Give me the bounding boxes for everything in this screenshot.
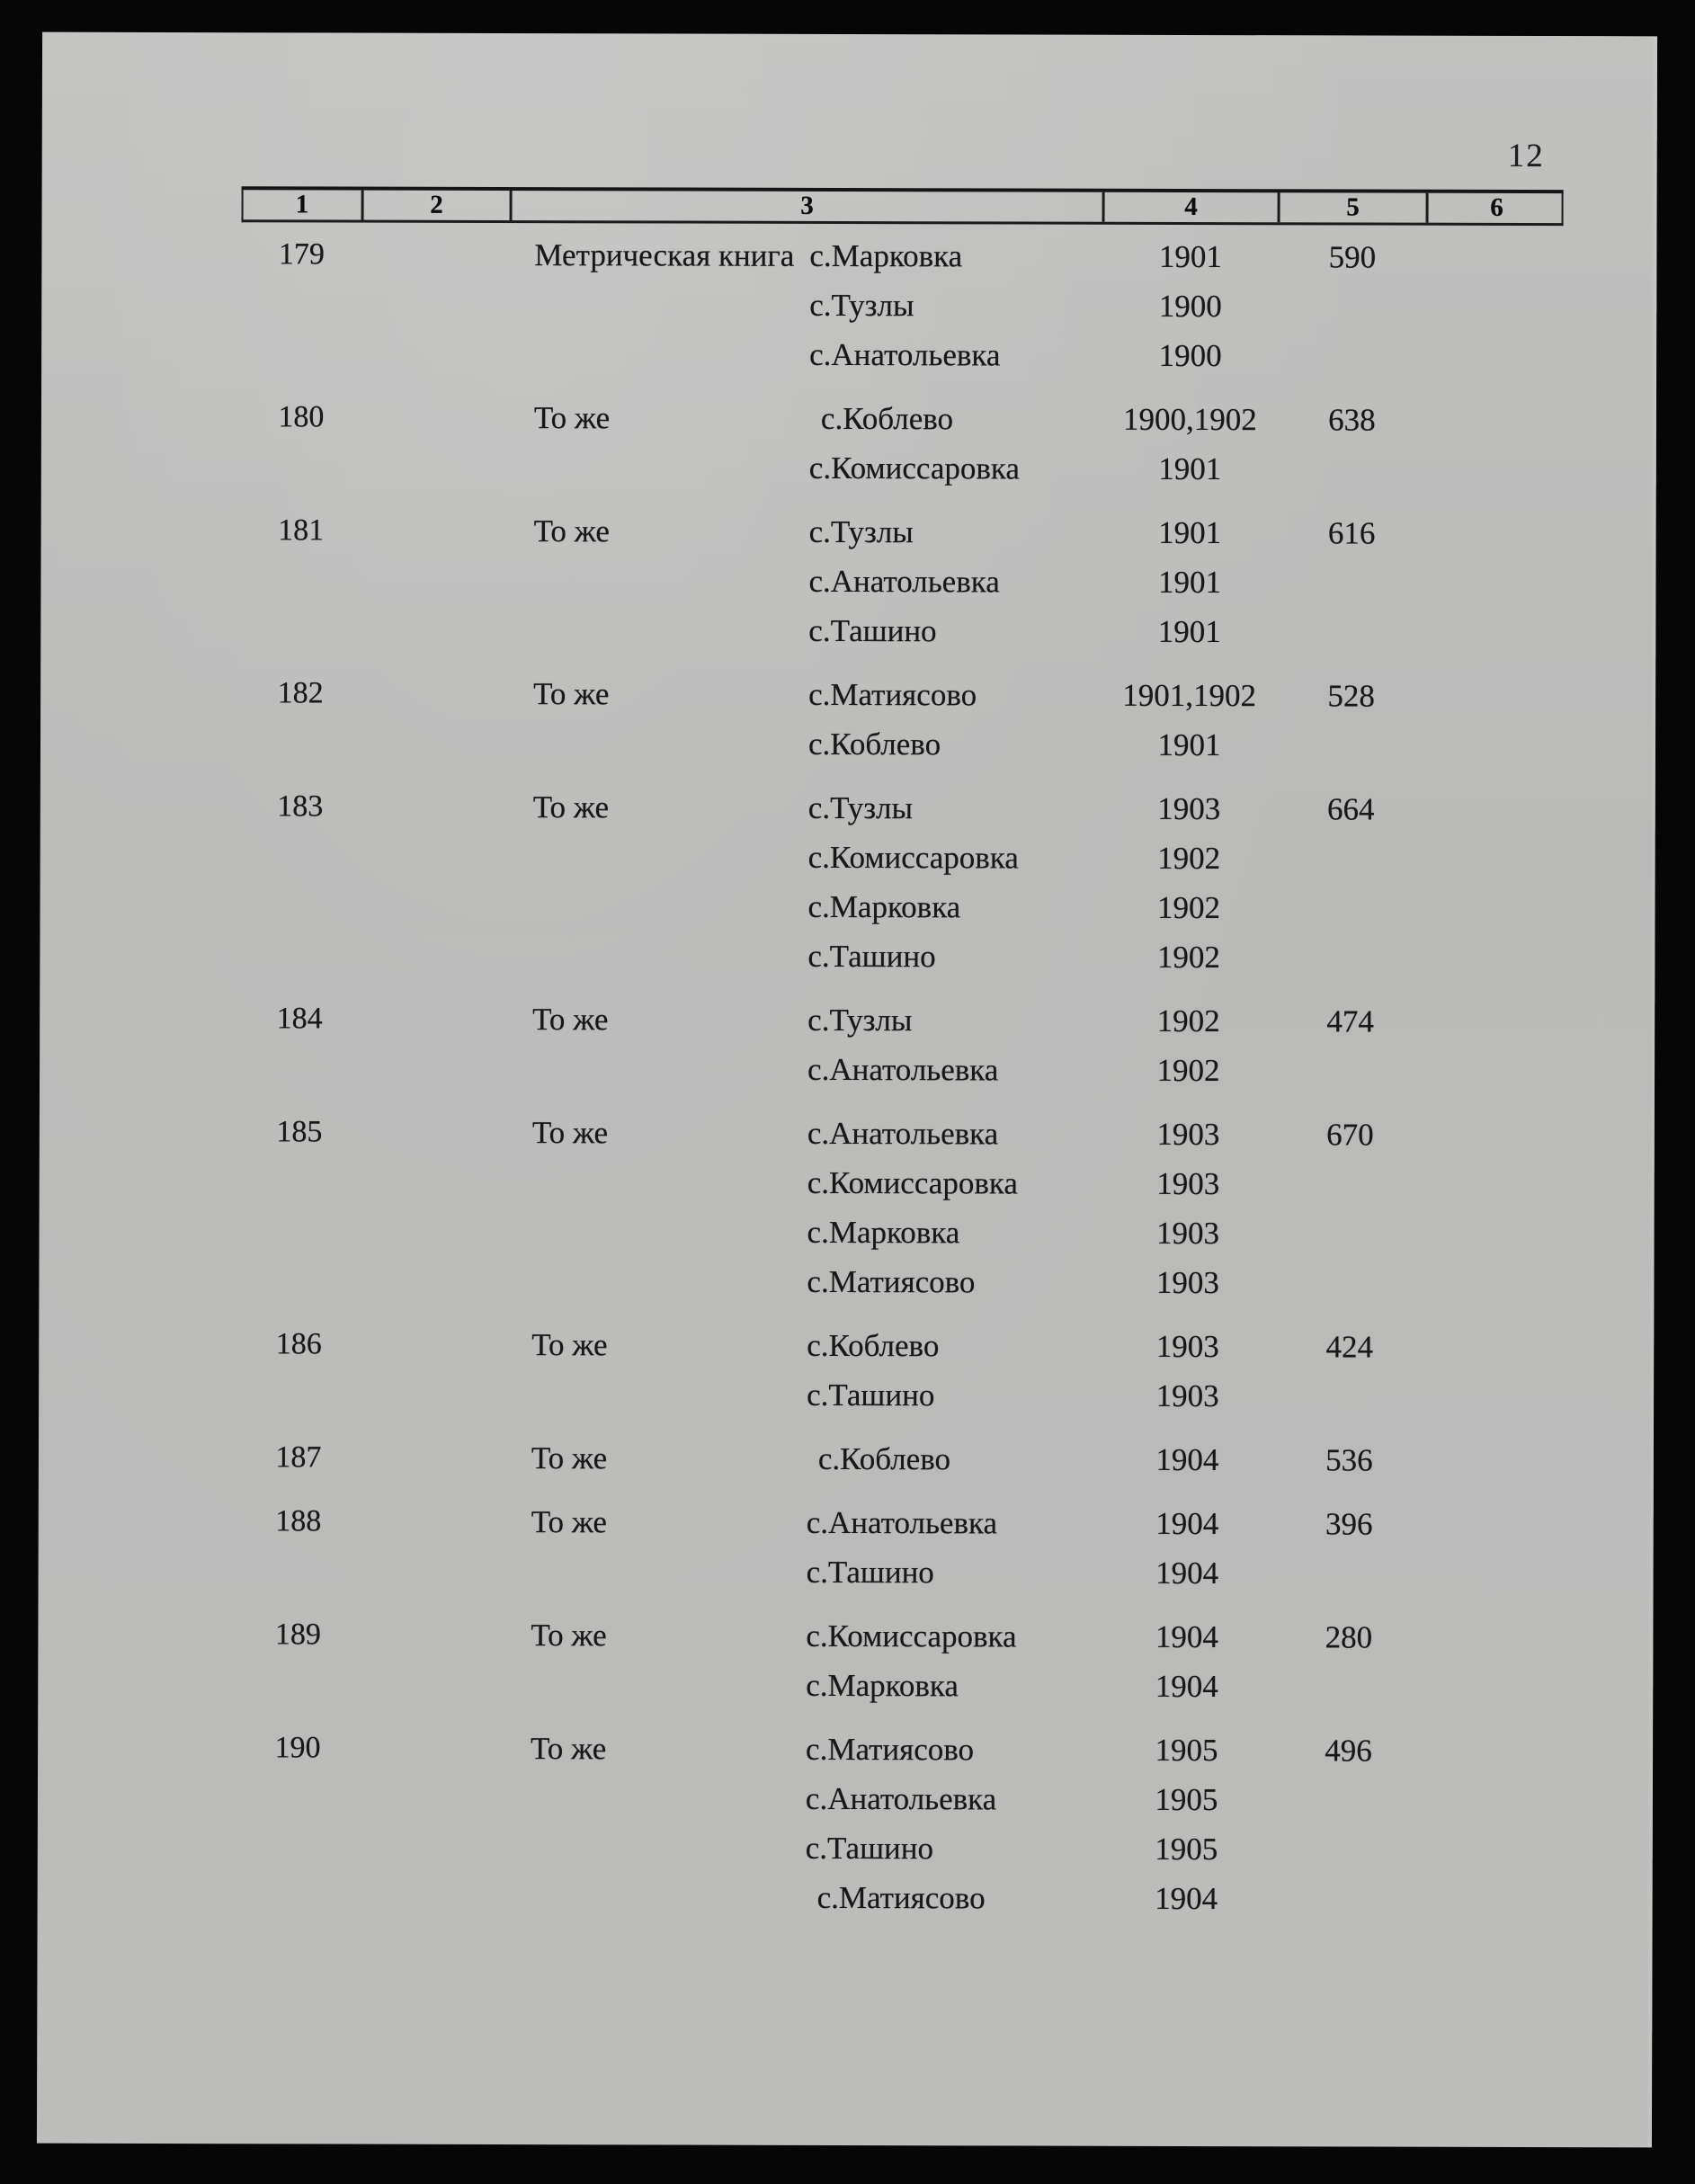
record-place: с.Коблево [807, 726, 941, 762]
table-row [239, 880, 1561, 933]
record-place: с.Анатольевка [809, 336, 1001, 372]
record-place: с.Тузлы [809, 287, 914, 323]
record-year: 1904 [1155, 1555, 1219, 1591]
table-row [241, 441, 1563, 495]
column2-spacer [360, 1181, 532, 1182]
record-number: 184 [276, 1001, 323, 1035]
table-row [237, 1659, 1559, 1712]
record-place: с.Ташино [806, 1554, 934, 1590]
column2-spacer [360, 1019, 532, 1020]
record-title: То же [531, 1114, 609, 1150]
record-place: с.Тузлы [808, 513, 914, 549]
table-row [239, 1156, 1561, 1209]
table-row [240, 718, 1562, 771]
table-row [239, 1043, 1561, 1096]
record-pages: 616 [1327, 514, 1376, 551]
record-number: 188 [275, 1503, 322, 1538]
record-place: с.Анатольевка [807, 1115, 999, 1151]
record-group [241, 229, 1563, 381]
record-year: 1903 [1157, 790, 1221, 826]
record-year: 1900 [1158, 288, 1222, 324]
table-row [239, 994, 1561, 1047]
record-year: 1901 [1158, 450, 1222, 486]
column-header-1: 1 [244, 190, 364, 219]
record-year: 1905 [1155, 1781, 1218, 1817]
record-place: с.Ташино [808, 612, 937, 648]
column-header-4: 4 [1105, 192, 1280, 223]
record-number: 189 [274, 1617, 321, 1651]
record-place: с.Комиссаровка [807, 1164, 1018, 1200]
record-year: 1903 [1156, 1165, 1220, 1201]
column2-spacer [358, 1896, 531, 1897]
record-group [238, 1107, 1561, 1308]
record-year: 1900,1902 [1123, 401, 1257, 437]
column2-spacer [360, 1068, 532, 1069]
column-header-2: 2 [364, 191, 513, 220]
record-title [532, 1182, 807, 1183]
record-title [533, 581, 808, 582]
record-title: То же [531, 1730, 607, 1766]
record-year: 1902 [1157, 840, 1221, 876]
record-title: То же [533, 399, 611, 435]
record-place: с.Комиссаровка [807, 839, 1019, 875]
table-row [239, 1107, 1561, 1160]
record-title: То же [533, 513, 610, 548]
column2-spacer [361, 304, 534, 305]
column2-spacer [359, 1457, 531, 1458]
column2-spacer [361, 467, 534, 468]
table-row [241, 505, 1563, 558]
record-year: 1901 [1157, 613, 1221, 649]
record-group [240, 668, 1562, 771]
record-number: 186 [275, 1326, 322, 1360]
record-place: с.Марковка [807, 888, 961, 924]
record-year: 1904 [1155, 1505, 1219, 1541]
table-row [237, 1822, 1559, 1875]
column2-spacer [359, 1394, 531, 1395]
record-place: с.Анатольевка [808, 563, 1000, 599]
column2-spacer [360, 1231, 532, 1232]
record-group [241, 392, 1563, 495]
record-place: с.Ташино [807, 938, 936, 974]
record-title: То же [531, 1440, 608, 1475]
record-year: 1904 [1155, 1441, 1219, 1477]
record-number: 185 [276, 1114, 323, 1148]
table-header [242, 186, 1564, 226]
column2-spacer [361, 530, 534, 531]
table-row [240, 604, 1562, 657]
record-pages: 396 [1325, 1505, 1373, 1542]
record-title [531, 1685, 806, 1686]
table-row [237, 1871, 1559, 1924]
record-group [239, 781, 1562, 983]
record-pages: 424 [1325, 1328, 1374, 1365]
record-title: То же [533, 675, 610, 711]
record-group [238, 1319, 1560, 1422]
record-number: 179 [278, 236, 325, 271]
record-pages: 590 [1328, 238, 1377, 275]
table-row [238, 1319, 1560, 1372]
document-page [37, 32, 1657, 2148]
column2-spacer [360, 1132, 532, 1133]
record-group [237, 1723, 1560, 1924]
record-place: с.Анатольевка [807, 1051, 999, 1087]
record-pages: 536 [1325, 1441, 1373, 1478]
record-year: 1903 [1156, 1215, 1220, 1251]
column-header-6: 6 [1490, 192, 1503, 222]
table-row [239, 1206, 1561, 1259]
record-year: 1901 [1157, 727, 1221, 762]
column2-spacer [361, 417, 534, 418]
record-title [532, 956, 807, 957]
column2-spacer [361, 353, 534, 354]
record-number: 180 [278, 399, 325, 433]
record-title [531, 1848, 806, 1849]
table-row [238, 1546, 1560, 1599]
column2-spacer [361, 254, 534, 255]
record-place: с.Матиясово [806, 1731, 975, 1767]
column2-spacer [361, 580, 533, 581]
record-pages: 496 [1325, 1732, 1372, 1769]
record-group [239, 994, 1561, 1096]
record-year: 1903 [1155, 1264, 1219, 1300]
record-number: 182 [277, 675, 324, 709]
record-title [533, 857, 808, 858]
record-place: с.Комиссаровка [806, 1618, 1017, 1654]
record-year: 1900 [1158, 337, 1222, 373]
record-place: с.Марковка [807, 1214, 960, 1250]
record-group [238, 1496, 1560, 1599]
column2-spacer [361, 693, 533, 694]
record-year: 1901,1902 [1122, 677, 1257, 713]
record-title: То же [531, 1617, 607, 1653]
table-row [241, 392, 1563, 445]
table-row [238, 1255, 1560, 1308]
record-year: 1901 [1158, 238, 1222, 274]
record-title [531, 1572, 807, 1573]
table-row [239, 930, 1561, 983]
record-year: 1905 [1155, 1732, 1218, 1768]
table-row [237, 1723, 1559, 1776]
column2-spacer [361, 905, 533, 906]
record-place: с.Матиясово [807, 1263, 976, 1299]
record-pages: 280 [1325, 1618, 1373, 1655]
record-group [238, 1432, 1560, 1485]
record-year: 1902 [1156, 889, 1221, 925]
record-place: с.Матиясово [816, 1879, 986, 1915]
record-title: Метрическая книга [534, 236, 795, 273]
table-row [240, 831, 1562, 884]
record-place: с.Анатольевка [805, 1780, 997, 1816]
record-place: с.Коблево [817, 1440, 951, 1476]
record-title [534, 305, 809, 306]
table-row [240, 781, 1562, 834]
record-year: 1903 [1155, 1328, 1219, 1364]
column-header-5: 5 [1280, 192, 1429, 222]
record-place: с.Матиясово [808, 676, 977, 712]
column2-spacer [358, 1684, 531, 1685]
record-place: с.Марковка [806, 1667, 959, 1703]
record-place: с.Тузлы [807, 789, 914, 825]
table-row [240, 555, 1562, 608]
record-number: 190 [274, 1730, 321, 1764]
table-row [237, 1772, 1559, 1825]
record-number: 187 [275, 1440, 322, 1474]
table-row [237, 1609, 1559, 1663]
column2-spacer [361, 856, 533, 857]
table-row [238, 1432, 1560, 1485]
record-title [533, 630, 808, 631]
record-place: с.Анатольевка [806, 1504, 998, 1540]
record-year: 1901 [1158, 514, 1222, 550]
column2-spacer [358, 1797, 531, 1798]
column2-spacer [358, 1847, 531, 1848]
record-title [531, 1281, 807, 1282]
record-title [534, 354, 809, 355]
record-pages: 474 [1326, 1003, 1375, 1039]
table-row [241, 328, 1563, 381]
record-title [533, 906, 808, 907]
table-row [241, 229, 1563, 282]
column-header-3: 3 [513, 191, 1105, 222]
page-number: 12 [1507, 137, 1545, 175]
record-place: с.Коблево [807, 1327, 940, 1363]
record-year: 1903 [1155, 1377, 1219, 1413]
table-body [237, 229, 1564, 1939]
record-place: с.Марковка [809, 237, 963, 273]
table-row [238, 1368, 1560, 1422]
table-row [238, 1496, 1560, 1549]
record-year: 1904 [1155, 1880, 1218, 1916]
column2-spacer [359, 1280, 531, 1281]
record-group [237, 1609, 1559, 1712]
record-year: 1902 [1156, 1003, 1220, 1039]
record-group [240, 505, 1562, 657]
record-number: 181 [278, 513, 325, 547]
record-title: То же [532, 789, 610, 825]
record-year: 1902 [1156, 939, 1220, 975]
column2-spacer [359, 1344, 531, 1345]
record-place: с.Комиссаровка [808, 450, 1021, 486]
column2-spacer [358, 1748, 531, 1749]
record-place: с.Тузлы [807, 1002, 913, 1038]
record-title: То же [531, 1503, 608, 1539]
record-title [531, 1897, 806, 1898]
column2-spacer [361, 743, 533, 744]
record-year: 1905 [1155, 1831, 1218, 1867]
record-title [532, 1069, 807, 1070]
record-title [531, 1798, 806, 1799]
record-place: с.Коблево [820, 400, 954, 436]
record-pages: 670 [1326, 1116, 1374, 1153]
record-pages: 638 [1328, 401, 1376, 438]
column2-spacer [359, 1521, 531, 1522]
record-year: 1901 [1157, 564, 1222, 600]
record-title: То же [532, 1001, 609, 1037]
record-year: 1904 [1155, 1618, 1218, 1654]
record-pages: 664 [1327, 790, 1375, 827]
column2-spacer [360, 955, 532, 956]
record-title: То же [531, 1326, 608, 1362]
table-row [240, 668, 1562, 721]
record-place: с.Ташино [807, 1377, 935, 1413]
record-title [532, 1232, 807, 1233]
table-row [241, 279, 1563, 332]
column2-spacer [358, 1635, 531, 1636]
record-number: 183 [277, 789, 324, 823]
record-year: 1902 [1156, 1052, 1220, 1088]
column2-spacer [359, 1571, 531, 1572]
record-pages: 528 [1327, 677, 1375, 714]
record-place: с.Ташино [805, 1830, 934, 1866]
column2-spacer [361, 629, 533, 630]
record-year: 1904 [1155, 1668, 1218, 1704]
record-year: 1903 [1156, 1116, 1220, 1152]
